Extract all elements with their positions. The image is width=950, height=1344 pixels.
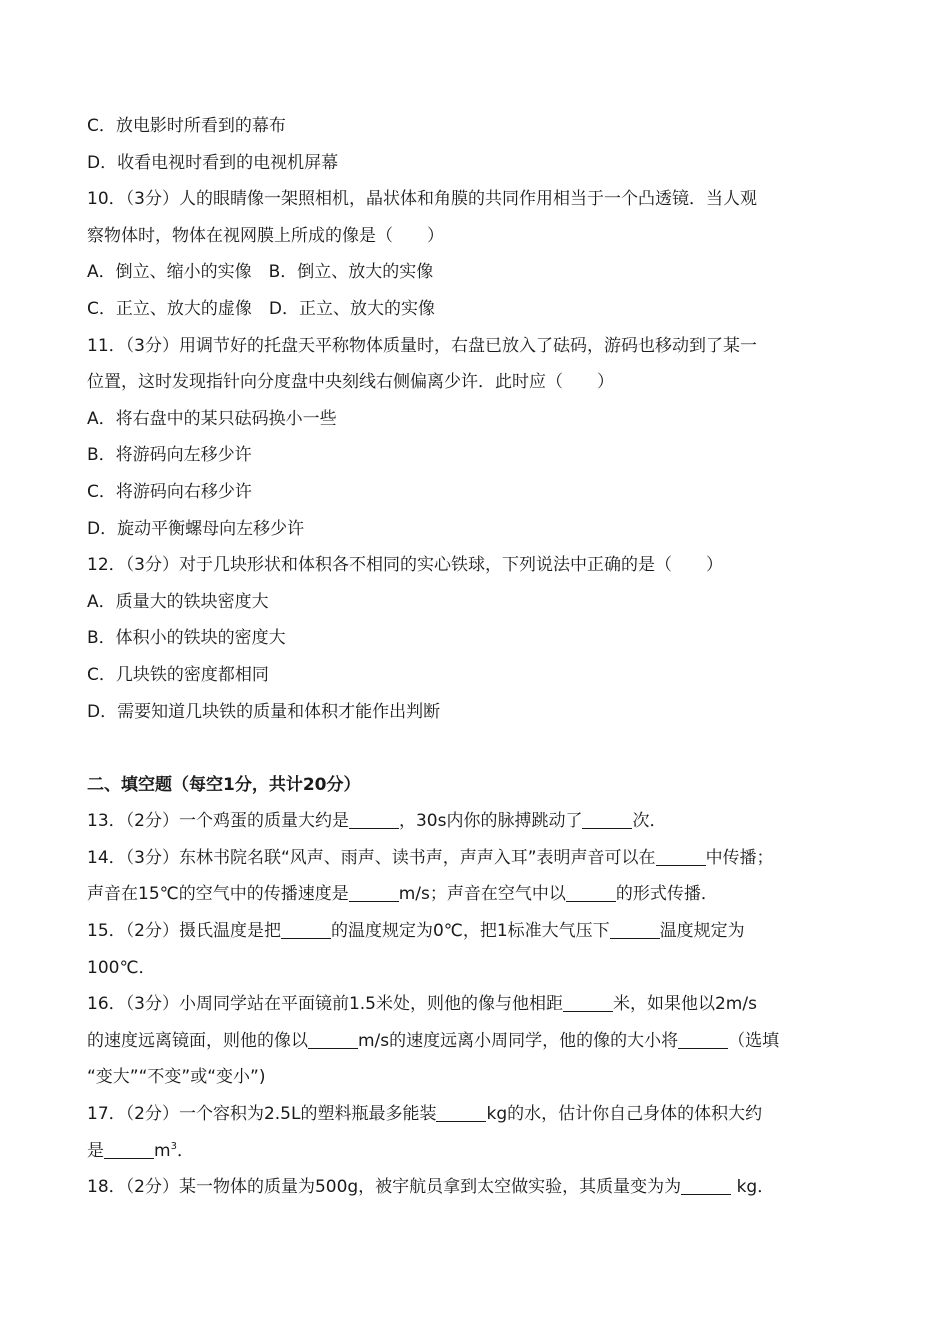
- q16-text-c: 的速度远离镜面，则他的像以: [87, 1030, 308, 1051]
- q15-line2: [87, 950, 867, 987]
- answer-blank[interactable]: [656, 848, 706, 866]
- answer-blank[interactable]: [681, 1177, 731, 1195]
- answer-blank[interactable]: [308, 1031, 358, 1049]
- q13-text-b: ，30s内你的脉搏跳动了: [398, 811, 583, 832]
- answer-blank[interactable]: [563, 994, 613, 1012]
- q18-text-b: kg．: [731, 1177, 775, 1198]
- q17-text-b: kg的水，估计你自己身体的体积大约: [486, 1104, 763, 1125]
- q10-options-ab: A．倒立、缩小的实像 B．倒立、放大的实像: [87, 262, 434, 283]
- q18: [87, 1169, 867, 1206]
- q13: [87, 803, 867, 840]
- q14-text-e: 的形式传播．: [615, 884, 718, 905]
- q9-option-c: C．放电影时所看到的幕布: [87, 116, 286, 136]
- q16-text-f: “变大”“不变”或“变小”): [87, 1067, 266, 1088]
- q14-text-b: 中传播；: [705, 847, 774, 868]
- exam-page: [87, 108, 867, 1206]
- q11-stem-line2: 位置，这时发现指针向分度盘中央刻线右侧偏离少许．此时应（ ）: [87, 372, 614, 393]
- answer-blank[interactable]: [104, 1141, 154, 1159]
- q16-text-e: （选填: [728, 1030, 780, 1051]
- q14-text-c: 声音在15℃的空气中的传播速度是: [87, 884, 349, 905]
- q10-stem-line1: 10．（3分）人的眼睛像一架照相机，晶状体和角膜的共同作用相当于一个凸透镜．当人观: [87, 189, 757, 210]
- q11-option-c: C．将游码向右移少许: [87, 481, 252, 502]
- q17-line2: [87, 1133, 867, 1170]
- q12-option-b: B．体积小的铁块的密度大: [87, 628, 286, 649]
- section-gap: [87, 730, 867, 767]
- q16-text-b: 米，如果他以2m/s: [612, 994, 757, 1015]
- q12-option-a: A．质量大的铁块密度大: [87, 591, 269, 612]
- q11-option-b: B．将游码向左移少许: [87, 445, 252, 466]
- answer-blank[interactable]: [566, 884, 616, 902]
- q14-text-d: m/s；声音在空气中以: [398, 884, 566, 905]
- q13-text-c: 次．: [632, 811, 667, 832]
- answer-blank[interactable]: [436, 1104, 486, 1122]
- q18-text-a: 18．（2分）某一物体的质量为500g，被宇航员拿到太空做实验，其质量变为为: [87, 1177, 682, 1198]
- q11-stem-line1: 11．（3分）用调节好的托盘天平称物体质量时，右盘已放入了砝码，游码也移动到了某一: [87, 335, 757, 356]
- q14-text-a: 14．（3分）东林书院名联“风声、雨声、读书声，声声入耳”表明声音可以在: [87, 847, 656, 868]
- q17-unit-exponent: 3: [170, 1140, 177, 1152]
- answer-blank[interactable]: [349, 884, 399, 902]
- q17-text-end: ．: [176, 1140, 194, 1161]
- q16-line3: [87, 1059, 867, 1096]
- q12-option-d: D．需要知道几块铁的质量和体积才能作出判断: [87, 701, 441, 722]
- answer-blank[interactable]: [678, 1031, 728, 1049]
- q9-option-d: D．收看电视时看到的电视机屏幕: [87, 152, 339, 173]
- q12-option-c: C．几块铁的密度都相同: [87, 664, 269, 685]
- q13-text-a: 13．（2分）一个鸡蛋的质量大约是: [87, 811, 349, 832]
- answer-blank[interactable]: [610, 921, 660, 939]
- q17-line1: [87, 1096, 867, 1133]
- q15-text-d: 100℃．: [87, 957, 156, 978]
- section-2-title: 二、填空题（每空1分，共计20分）: [87, 774, 361, 795]
- answer-blank[interactable]: [582, 811, 632, 829]
- q11-option-a: A．将右盘中的某只砝码换小一些: [87, 408, 337, 429]
- q16-line1: [87, 986, 867, 1023]
- q14-line1: [87, 840, 867, 877]
- q17-text-a: 17．（2分）一个容积为2.5L的塑料瓶最多能装: [87, 1104, 437, 1125]
- q16-line2: [87, 1023, 867, 1060]
- q12-stem: 12．（3分）对于几块形状和体积各不相同的实心铁球，下列说法中正确的是（ ）: [87, 555, 723, 576]
- q10-options-cd: C．正立、放大的虚像 D．正立、放大的实像: [87, 298, 435, 319]
- answer-blank[interactable]: [281, 921, 331, 939]
- q15-text-a: 15．（2分）摄氏温度是把: [87, 921, 281, 942]
- q16-text-a: 16．（3分）小周同学站在平面镜前1.5米处，则他的像与他相距: [87, 994, 563, 1015]
- q14-line2: [87, 876, 867, 913]
- q11-option-d: D．旋动平衡螺母向左移少许: [87, 518, 305, 539]
- q17-text-c: 是: [87, 1140, 104, 1161]
- q15-line1: [87, 913, 867, 950]
- q16-text-d: m/s的速度远离小周同学，他的像的大小将: [358, 1030, 679, 1051]
- q15-text-b: 的温度规定为0℃，把1标准大气压下: [330, 921, 610, 942]
- q17-unit: m: [154, 1140, 171, 1161]
- q10-stem-line2: 察物体时，物体在视网膜上所成的像是（ ）: [87, 225, 444, 246]
- q15-text-c: 温度规定为: [659, 921, 745, 942]
- answer-blank[interactable]: [349, 811, 399, 829]
